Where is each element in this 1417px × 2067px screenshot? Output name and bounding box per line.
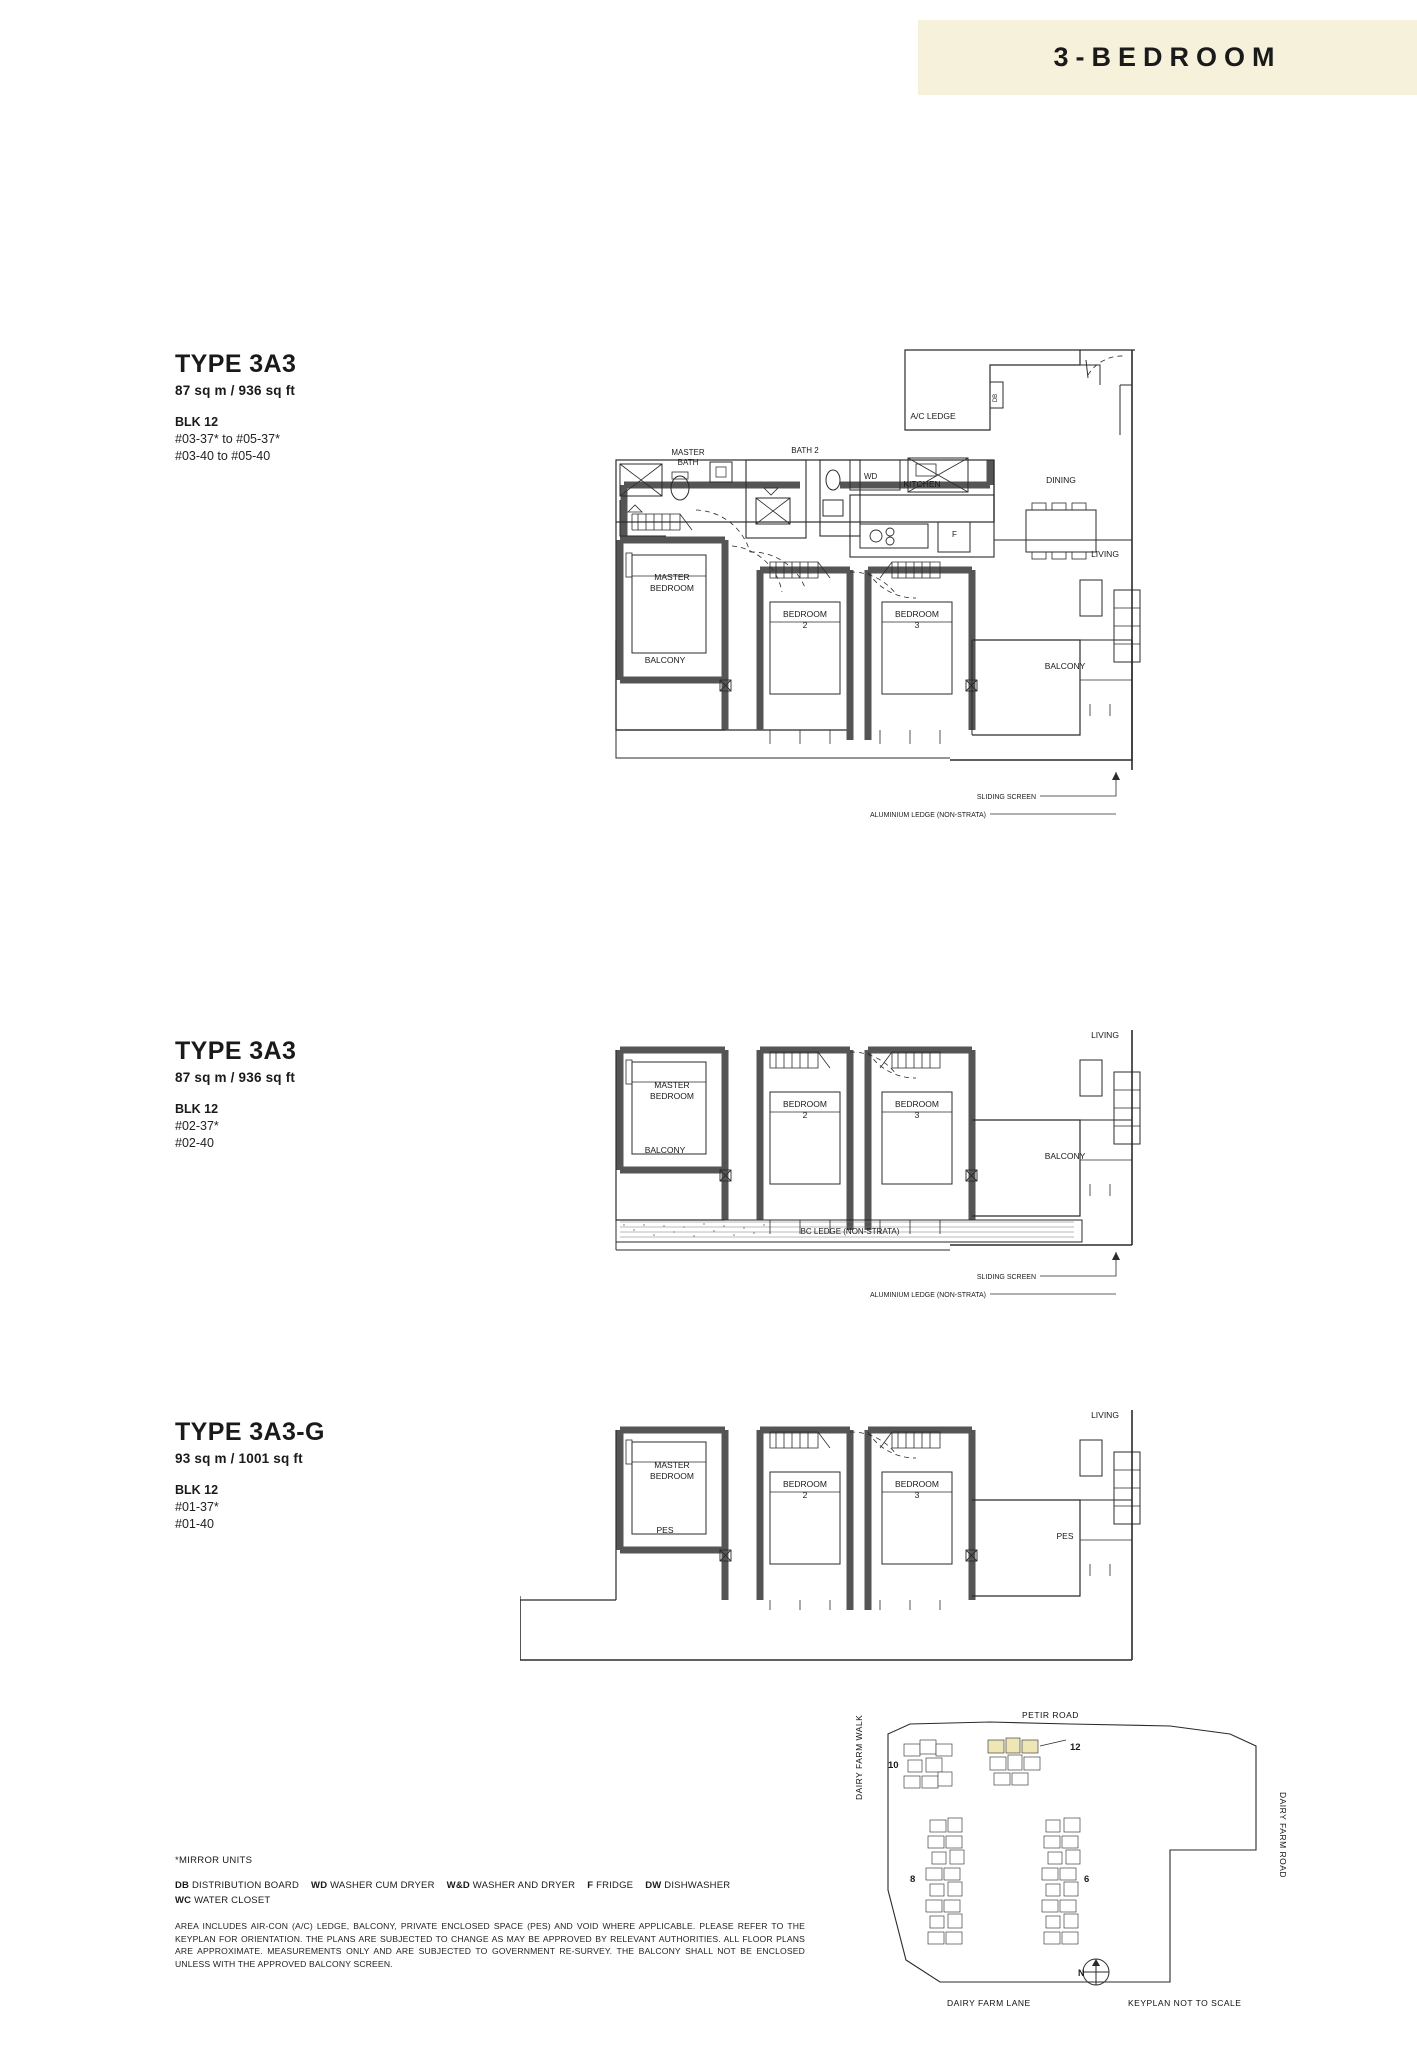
legend-text-wandd: WASHER AND DRYER (472, 1880, 576, 1891)
footer-notes (175, 1855, 805, 1970)
north-arrow (1083, 1959, 1109, 1985)
label2-balcony-right: BALCONY (1044, 1151, 1086, 1161)
unit-info-1 (175, 350, 296, 465)
legend-abbr-db: DB (175, 1880, 190, 1891)
disclaimer-text: AREA INCLUDES AIR-CON (A/C) LEDGE, BALCONY, PRIVATE ENCLOSED SPACE (PES) AND VOID WHERE APPLICABLE. PLEASE REFER TO THE KEYPLAN FOR ORIENTATION. THE PLANS ARE SUBJECTED TO CHANGE AS MAY BE APPROVED BY RELEVANT AUTHORITIES. ALL FLOOR PLANS ARE APPROXIMATE. MEASUREMENTS ONLY AND ARE SUBJECTED TO GOVERNMENT RE-SURVEY. THE BALCONY SHALL NOT BE ENCLOSED UNLESS WITH THE APPROVED BALCONY SCREEN. (175, 1921, 805, 1969)
unit-type-1: TYPE 3A3 (175, 350, 297, 378)
legend-item-f (587, 1880, 633, 1891)
label2-bedroom2-1: BEDROOM (783, 1099, 827, 1109)
legend-item-wandd (447, 1880, 576, 1891)
legend-text-db: DISTRIBUTION BOARD (191, 1880, 300, 1891)
legend-item-wc (175, 1895, 270, 1906)
keyplan-label-dairy-farm-walk: DAIRY FARM WALK (854, 1714, 864, 1800)
floorplan-drawing-3 (520, 1410, 1260, 1700)
legend-text-f: FRIDGE (596, 1880, 634, 1891)
keyplan-label-dairy-farm-road: DAIRY FARM ROAD (1278, 1792, 1288, 1879)
label-bedroom2-2: 2 (802, 620, 808, 630)
keyplan-block-10 (904, 1740, 952, 1788)
header-banner (918, 20, 1417, 95)
label-master-bath-1: MASTER (671, 448, 705, 457)
mirror-units-note: *MIRROR UNITS (175, 1855, 253, 1866)
label3-bedroom2-2: 2 (802, 1490, 808, 1500)
unit-stack-3-line1: #01-37* (175, 1500, 219, 1514)
keyplan (854, 1710, 1310, 2010)
keyplan-block-number-12: 12 (1070, 1742, 1081, 1753)
unit-stack-3-line2: #01-40 (175, 1516, 214, 1531)
unit-stack-2-line1: #02-37* (175, 1119, 219, 1133)
label-sliding-screen: SLIDING SCREEN (976, 794, 1036, 801)
legend-abbr-wd: WD (311, 1880, 328, 1891)
label-master-bedroom-1: MASTER (654, 572, 690, 582)
legend-abbr-dw: DW (645, 1880, 662, 1891)
floorplan-drawing-1 (520, 340, 1260, 1000)
unit-info-3 (175, 1418, 325, 1533)
floorplan-drawing-2 (520, 1030, 1260, 1330)
label3-pes-right: PES (1056, 1531, 1074, 1541)
legend-item-db (175, 1880, 299, 1891)
keyplan-block-number-10: 10 (888, 1760, 899, 1771)
label3-living: LIVING (1091, 1410, 1119, 1420)
unit-stack-1-line1: #03-37* to #05-37* (175, 432, 280, 446)
unit-info-2 (175, 1037, 296, 1152)
label3-bedroom3-1: BEDROOM (895, 1479, 939, 1489)
legend-abbr-wc: WC (175, 1894, 192, 1906)
unit-stack-2-line2: #02-40 (175, 1135, 214, 1150)
label2-bc-ledge: BC LEDGE (NON-STRATA) (800, 1227, 900, 1236)
unit-blk-3: BLK 12 (175, 1483, 219, 1497)
label3-master-bedroom-1: MASTER (654, 1460, 690, 1470)
label2-balcony-left: BALCONY (644, 1145, 686, 1155)
label-balcony-right: BALCONY (1044, 661, 1086, 671)
label2-bedroom3-2: 3 (914, 1110, 920, 1120)
label2-master-bedroom-1: MASTER (654, 1080, 690, 1090)
label-bedroom3-1: BEDROOM (895, 609, 939, 619)
label-balcony-left: BALCONY (644, 655, 686, 665)
unit-type-2: TYPE 3A3 (175, 1037, 297, 1065)
label-master-bedroom-2: BEDROOM (650, 583, 694, 593)
keyplan-label-petir-road: PETIR ROAD (1022, 1710, 1079, 1720)
keyplan-block-12 (988, 1738, 1040, 1785)
legend-item-dw (645, 1880, 730, 1891)
label2-aluminium-ledge: ALUMINIUM LEDGE (NON-STRATA) (869, 1292, 986, 1299)
label-kitchen: KITCHEN (903, 479, 941, 489)
label-bath2: BATH 2 (791, 446, 819, 455)
label-dining: DINING (1046, 475, 1076, 485)
north-label: N (1078, 1968, 1085, 1978)
legend-block (175, 1879, 805, 1908)
unit-area-1: 87 sq m / 936 sq ft (175, 383, 296, 398)
svg-text:F: F (952, 530, 957, 539)
keyplan-block-number-8: 8 (910, 1874, 916, 1885)
label-ac-ledge: A/C LEDGE (910, 411, 956, 421)
label2-master-bedroom-2: BEDROOM (650, 1091, 694, 1101)
label-master-bath-2: BATH (677, 458, 699, 467)
keyplan-label-not-to-scale: KEYPLAN NOT TO SCALE (1128, 1998, 1242, 2008)
label-aluminium-ledge: ALUMINIUM LEDGE (NON-STRATA) (869, 812, 986, 819)
keyplan-block-8 (926, 1818, 964, 1944)
legend-abbr-wandd: W&D (446, 1880, 470, 1891)
unit-area-3: 93 sq m / 1001 sq ft (175, 1451, 303, 1466)
unit-area-2: 87 sq m / 936 sq ft (175, 1070, 296, 1085)
legend-text-dw: DISHWASHER (664, 1880, 731, 1891)
keyplan-block-number-6: 6 (1084, 1874, 1090, 1885)
keyplan-block-6 (1042, 1818, 1080, 1944)
legend-text-wd: WASHER CUM DRYER (330, 1880, 435, 1891)
label3-bedroom2-1: BEDROOM (783, 1479, 827, 1489)
label2-bedroom3-1: BEDROOM (895, 1099, 939, 1109)
label-bedroom3-2: 3 (914, 620, 920, 630)
label2-living: LIVING (1091, 1030, 1119, 1040)
label3-bedroom3-2: 3 (914, 1490, 920, 1500)
legend-text-wc: WATER CLOSET (194, 1894, 271, 1906)
unit-blk-1: BLK 12 (175, 415, 219, 429)
label3-master-bedroom-2: BEDROOM (650, 1471, 694, 1481)
keyplan-label-dairy-farm-lane: DAIRY FARM LANE (947, 1998, 1031, 2008)
unit-blk-2: BLK 12 (175, 1102, 219, 1116)
svg-text:WD: WD (864, 472, 878, 481)
label2-bedroom2-2: 2 (802, 1110, 808, 1120)
unit-type-3: TYPE 3A3-G (175, 1418, 325, 1446)
label-living: LIVING (1091, 549, 1119, 559)
label-db: DB (993, 393, 999, 403)
label-bedroom2-1: BEDROOM (783, 609, 827, 619)
legend-abbr-f: F (587, 1880, 594, 1891)
page-title: 3-BEDROOM (1053, 42, 1282, 72)
legend-item-wd (311, 1880, 435, 1891)
unit-stack-1-line2: #03-40 to #05-40 (175, 448, 271, 463)
label2-sliding-screen: SLIDING SCREEN (976, 1274, 1036, 1281)
label3-pes-left: PES (656, 1525, 674, 1535)
